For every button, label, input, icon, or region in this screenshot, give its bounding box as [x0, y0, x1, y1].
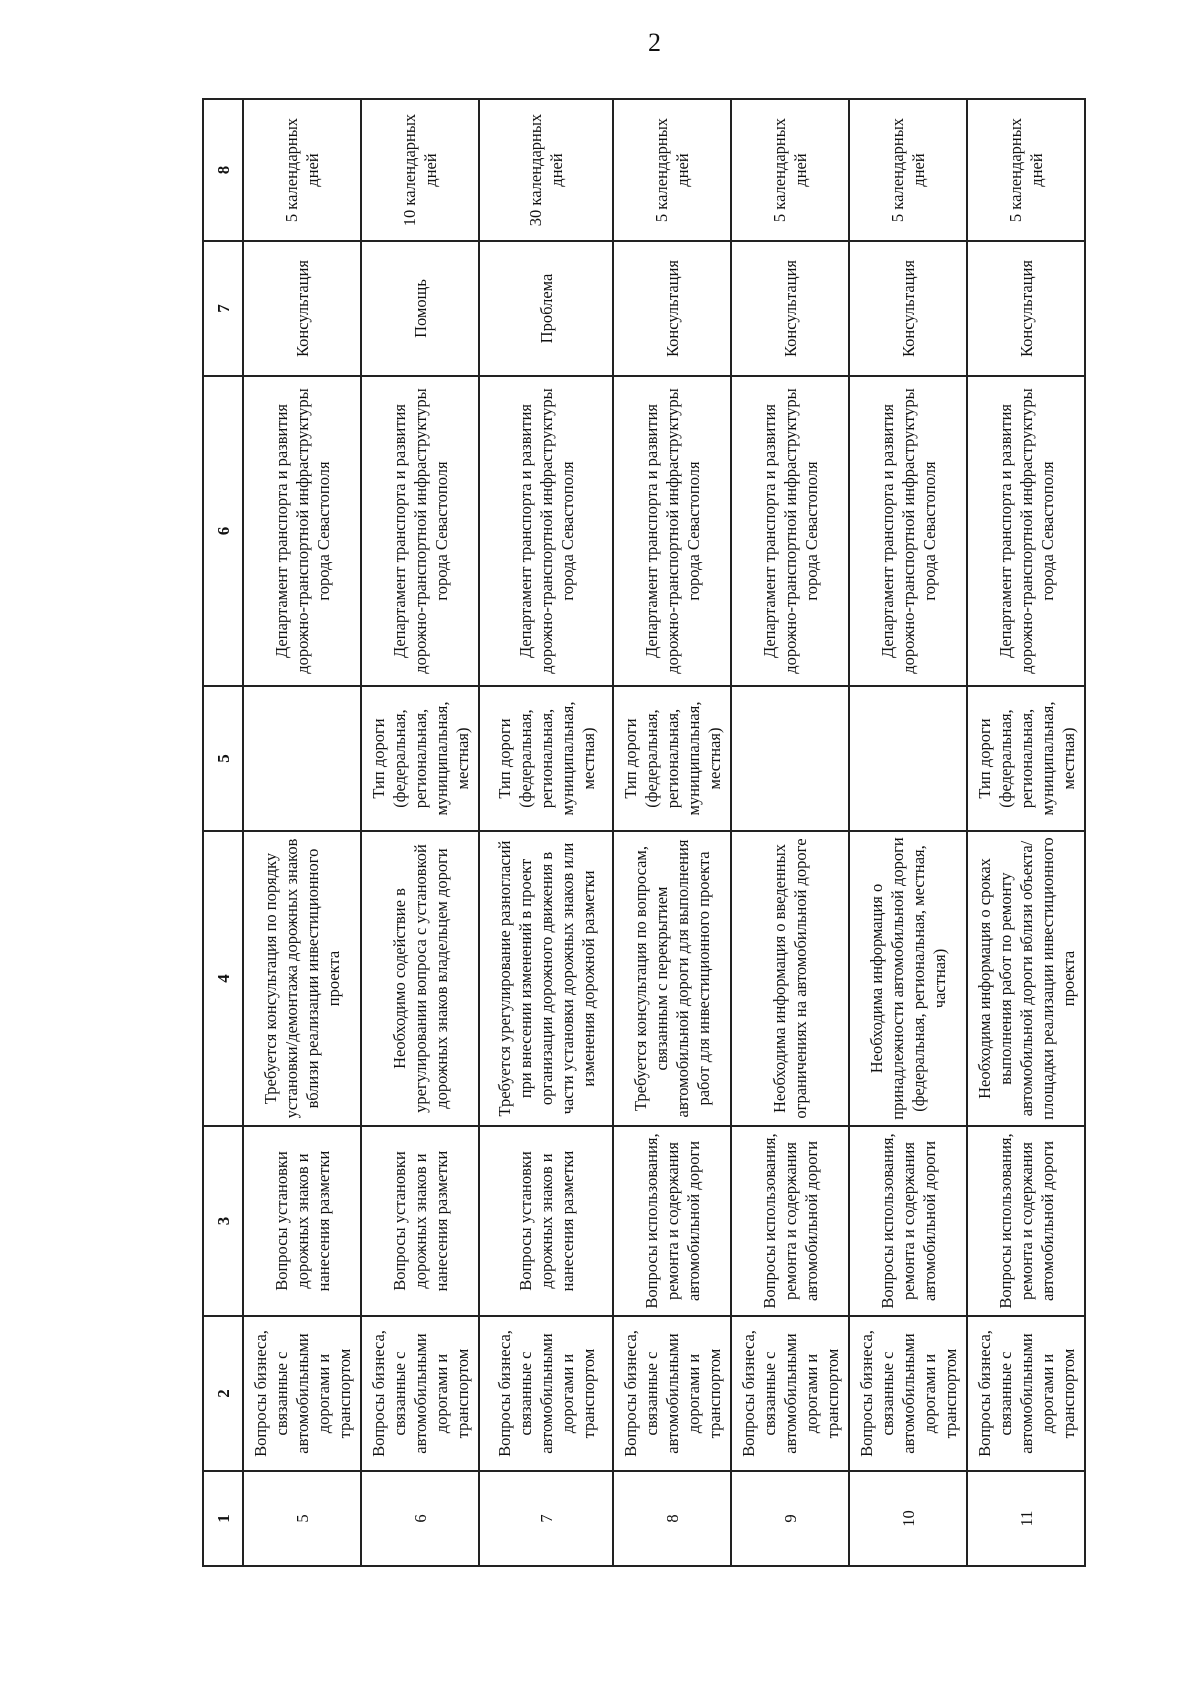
term-cell: 5 календарных дней [967, 99, 1085, 241]
row-number: 8 [613, 1471, 731, 1566]
table-row [243, 99, 361, 1566]
row-number: 11 [967, 1471, 1085, 1566]
category-cell: Вопросы установки дорожных знаков и нанесения разметки [243, 1126, 361, 1316]
table-row [967, 99, 1085, 1566]
header-row [203, 99, 243, 1566]
page-number: 2 [648, 28, 661, 57]
request-type-cell: Консультация [243, 241, 361, 376]
row-number: 9 [731, 1471, 849, 1566]
road-type-cell: Тип дороги (федеральная, региональная, муниципальная, местная) [613, 686, 731, 831]
header-col-3: 3 [203, 1126, 243, 1316]
description-cell: Необходимо содействие в урегулировании вопроса с установкой дорожных знаков владельцем дороги [361, 831, 479, 1126]
term-cell: 5 календарных дней [613, 99, 731, 241]
department-cell: Департамент транспорта и развития дорожно-транспортной инфраструктуры города Севастополя [967, 376, 1085, 686]
header-col-2: 2 [203, 1316, 243, 1471]
description-cell: Требуется урегулирование разногласий при внесении изменений в проект организации дорожного движения в части установки дорожных знаков или изменения дорожной разметки [479, 831, 613, 1126]
category-cell: Вопросы установки дорожных знаков и нанесения разметки [479, 1126, 613, 1316]
description-cell: Необходима информация о сроках выполнения работ по ремонту автомобильной дороги вблизи объекта/площадки реализации инвестиционного проекта [967, 831, 1085, 1126]
header-col-7: 7 [203, 241, 243, 376]
topic-cell: Вопросы бизнеса, связанные с автомобильными дорогами и транспортом [849, 1316, 967, 1471]
description-cell: Требуется консультация по вопросам, связанным с перекрытием автомобильной дороги для выполнения работ для инвестиционного проекта [613, 831, 731, 1126]
header-col-5: 5 [203, 686, 243, 831]
description-cell: Необходима информация о введенных ограничениях на автомобильной дороге [731, 831, 849, 1126]
requests-table [202, 98, 1086, 1567]
road-type-cell: Тип дороги (федеральная, региональная, муниципальная, местная) [479, 686, 613, 831]
table-row [849, 99, 967, 1566]
road-type-cell [243, 686, 361, 831]
category-cell: Вопросы использования, ремонта и содержания автомобильной дороги [967, 1126, 1085, 1316]
department-cell: Департамент транспорта и развития дорожно-транспортной инфраструктуры города Севастополя [731, 376, 849, 686]
header-col-1: 1 [203, 1471, 243, 1566]
department-cell: Департамент транспорта и развития дорожно-транспортной инфраструктуры города Севастополя [613, 376, 731, 686]
category-cell: Вопросы использования, ремонта и содержания автомобильной дороги [849, 1126, 967, 1316]
road-type-cell: Тип дороги (федеральная, региональная, муниципальная, местная) [361, 686, 479, 831]
term-cell: 5 календарных дней [731, 99, 849, 241]
table-row [361, 99, 479, 1566]
topic-cell: Вопросы бизнеса, связанные с автомобильными дорогами и транспортом [479, 1316, 613, 1471]
topic-cell: Вопросы бизнеса, связанные с автомобильными дорогами и транспортом [731, 1316, 849, 1471]
request-type-cell: Проблема [479, 241, 613, 376]
header-col-4: 4 [203, 831, 243, 1126]
topic-cell: Вопросы бизнеса, связанные с автомобильными дорогами и транспортом [361, 1316, 479, 1471]
department-cell: Департамент транспорта и развития дорожно-транспортной инфраструктуры города Севастополя [243, 376, 361, 686]
row-number: 5 [243, 1471, 361, 1566]
category-cell: Вопросы установки дорожных знаков и нанесения разметки [361, 1126, 479, 1316]
term-cell: 5 календарных дней [243, 99, 361, 241]
topic-cell: Вопросы бизнеса, связанные с автомобильными дорогами и транспортом [243, 1316, 361, 1471]
table-row [479, 99, 613, 1566]
road-type-cell [849, 686, 967, 831]
header-col-8: 8 [203, 99, 243, 241]
request-type-cell: Помощь [361, 241, 479, 376]
description-cell: Необходима информация о принадлежности автомобильной дороги (федеральная, региональная, местная, частная) [849, 831, 967, 1126]
department-cell: Департамент транспорта и развития дорожно-транспортной инфраструктуры города Севастополя [361, 376, 479, 686]
road-type-cell: Тип дороги (федеральная, региональная, муниципальная, местная) [967, 686, 1085, 831]
road-type-cell [731, 686, 849, 831]
term-cell: 5 календарных дней [849, 99, 967, 241]
request-type-cell: Консультация [967, 241, 1085, 376]
rotated-table-container [202, 100, 1078, 1567]
table-row [731, 99, 849, 1566]
description-cell: Требуется консультация по порядку установки/демонтажа дорожных знаков вблизи реализации инвестиционного проекта [243, 831, 361, 1126]
row-number: 10 [849, 1471, 967, 1566]
category-cell: Вопросы использования, ремонта и содержания автомобильной дороги [613, 1126, 731, 1316]
term-cell: 30 календарных дней [479, 99, 613, 241]
header-col-6: 6 [203, 376, 243, 686]
request-type-cell: Консультация [613, 241, 731, 376]
table-row [613, 99, 731, 1566]
topic-cell: Вопросы бизнеса, связанные с автомобильными дорогами и транспортом [613, 1316, 731, 1471]
request-type-cell: Консультация [849, 241, 967, 376]
row-number: 6 [361, 1471, 479, 1566]
row-number: 7 [479, 1471, 613, 1566]
request-type-cell: Консультация [731, 241, 849, 376]
category-cell: Вопросы использования, ремонта и содержания автомобильной дороги [731, 1126, 849, 1316]
term-cell: 10 календарных дней [361, 99, 479, 241]
topic-cell: Вопросы бизнеса, связанные с автомобильными дорогами и транспортом [967, 1316, 1085, 1471]
department-cell: Департамент транспорта и развития дорожно-транспортной инфраструктуры города Севастополя [479, 376, 613, 686]
department-cell: Департамент транспорта и развития дорожно-транспортной инфраструктуры города Севастополя [849, 376, 967, 686]
